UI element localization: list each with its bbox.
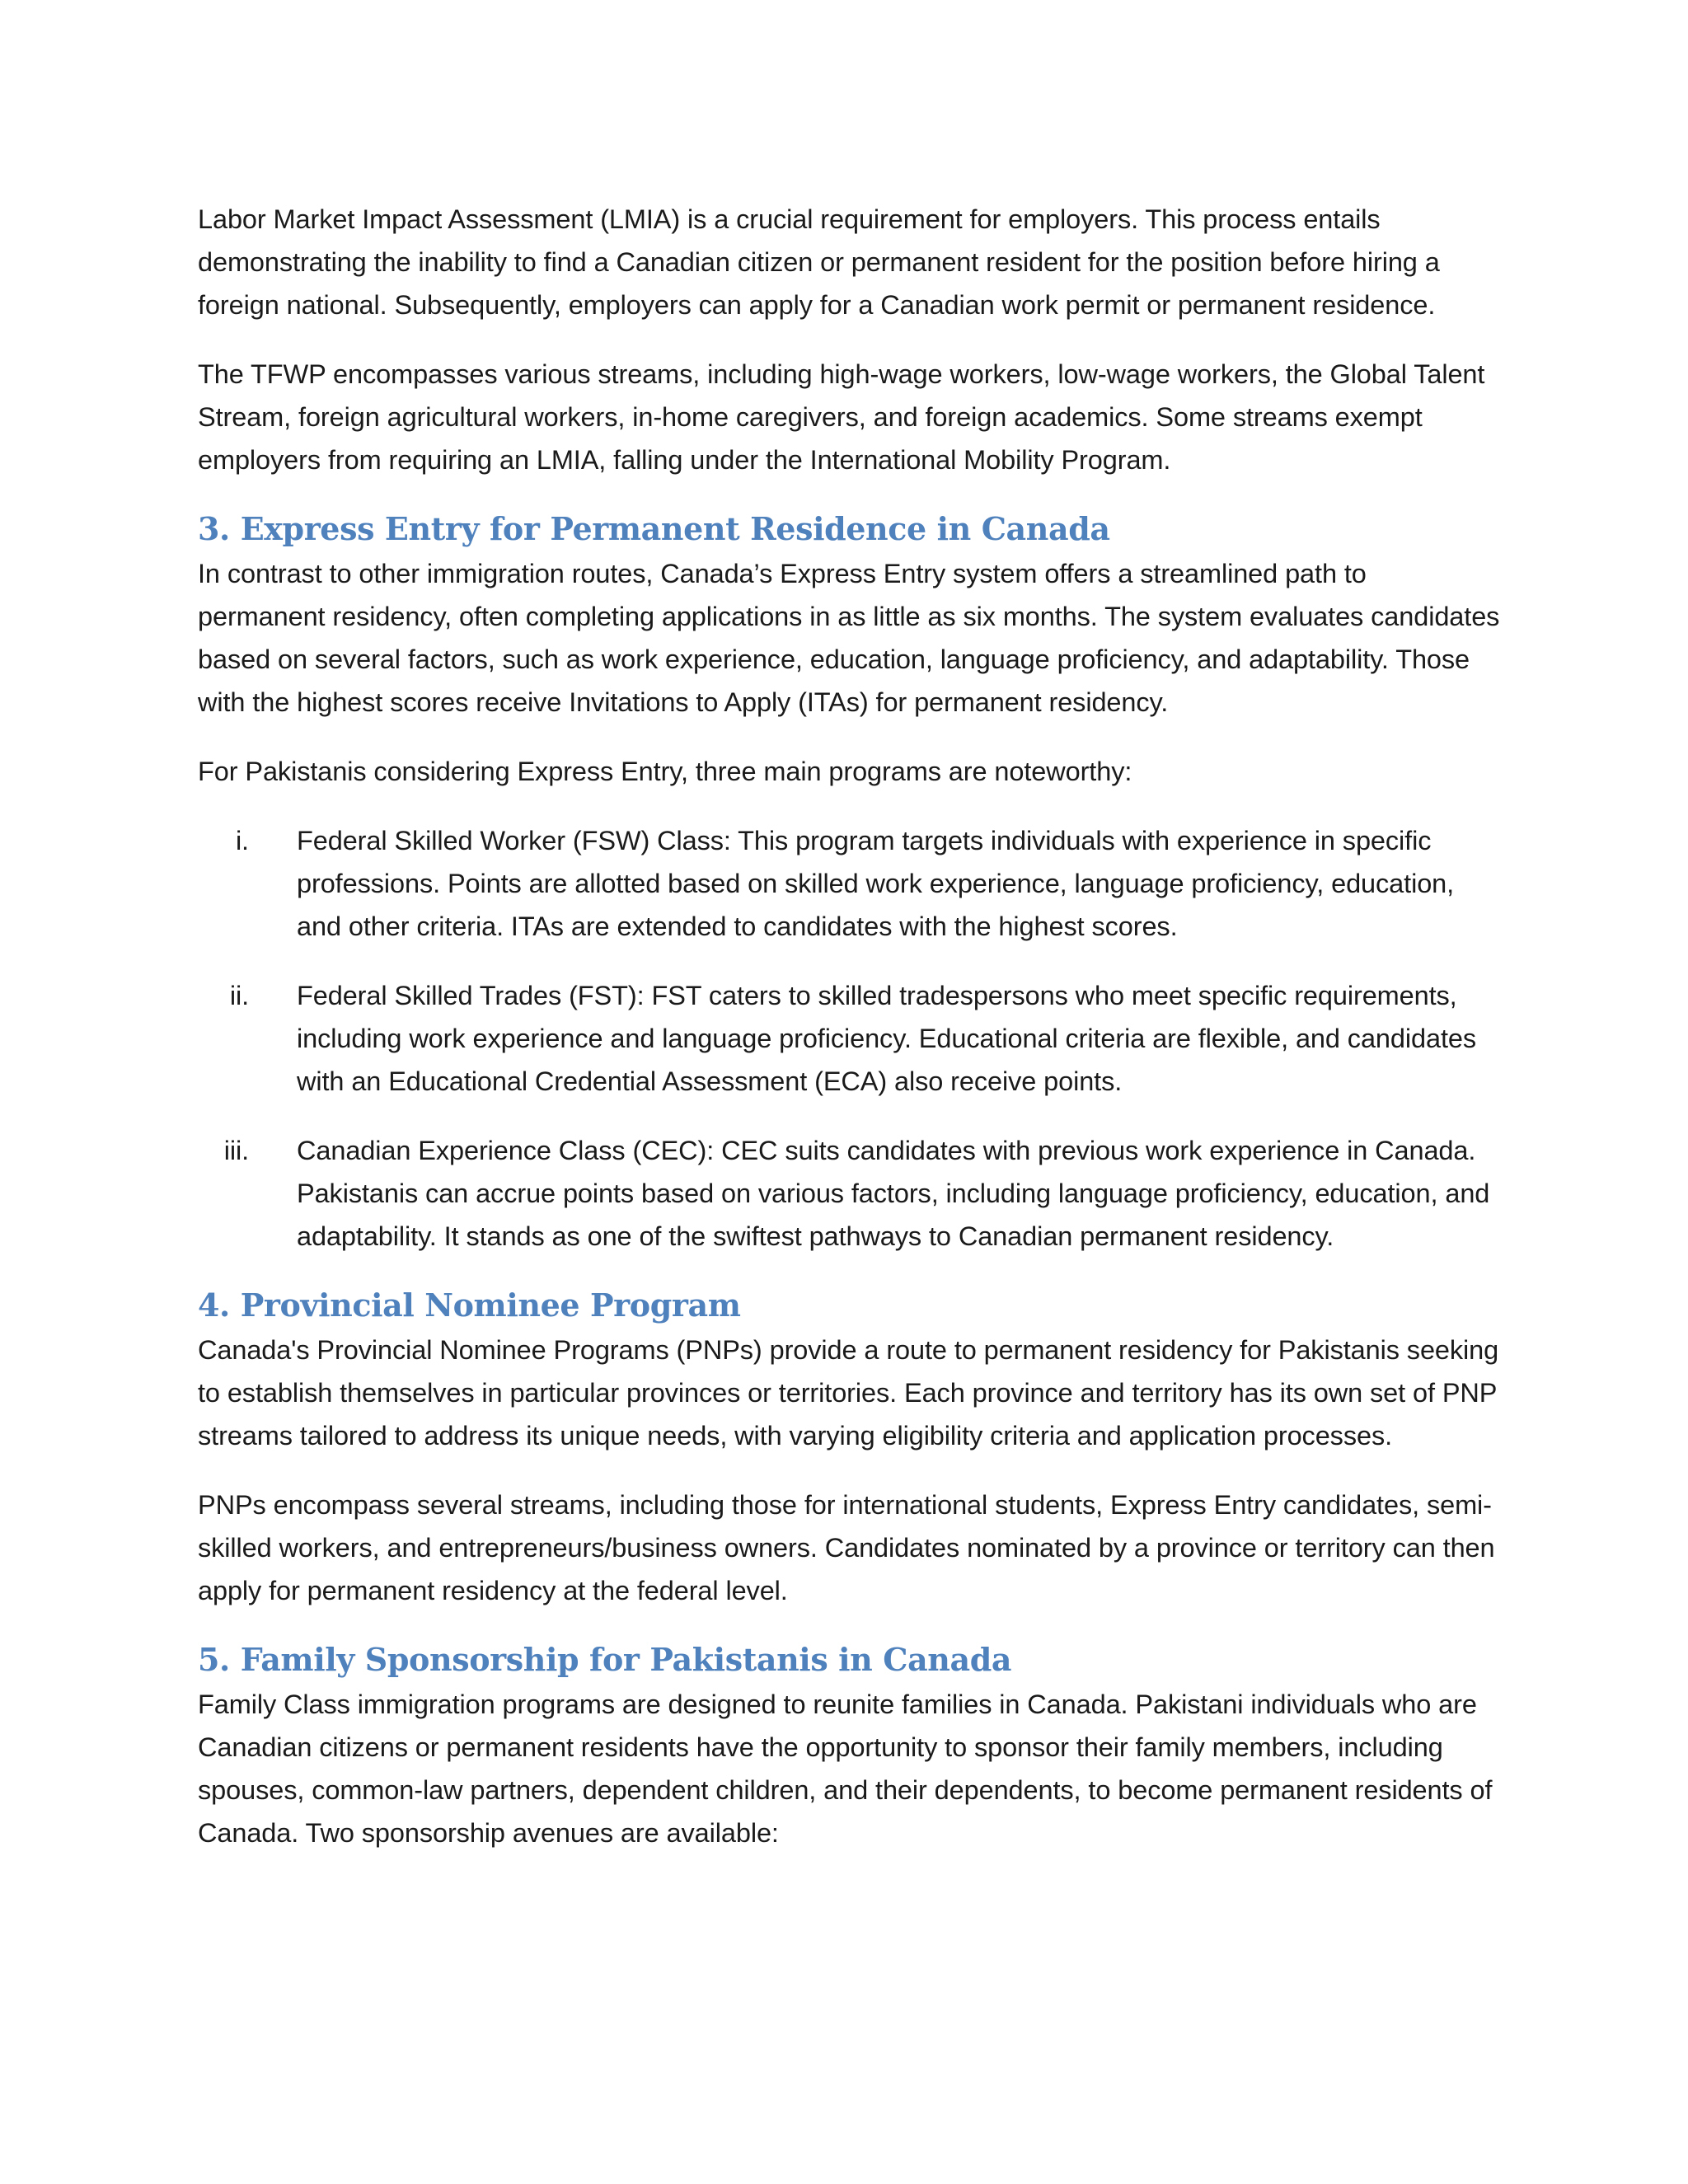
list-marker: i. bbox=[235, 826, 249, 855]
list-marker: ii. bbox=[229, 981, 249, 1010]
section-3-heading: 3. Express Entry for Permanent Residence in Canada bbox=[198, 510, 1110, 547]
section-3-paragraph-1: In contrast to other immigration routes, Canada’s Express Entry system offers a streamlined path to permanent residency, often completing applications in as little as six months. The system evaluates candidates based on several factors, such as work experience, education, language proficiency, and adaptability. Those with the highest scores receive Invitations to Apply (ITAs) for permanent residency. bbox=[198, 559, 1500, 717]
list-item-text: Federal Skilled Worker (FSW) Class: This program targets individuals with experience in specific professions. Points are allotted based on skilled work experience, language proficiency, education, and other criteria. ITAs are extended to candidates with the highest scores. bbox=[297, 826, 1455, 941]
list-item bbox=[198, 974, 1500, 1103]
list-item bbox=[198, 819, 1500, 948]
list-item-text: Canadian Experience Class (CEC): CEC suits candidates with previous work experience in Canada. Pakistanis can accrue points based on various factors, including language proficiency, education, and adaptability. It stands as one of the swiftest pathways to Canadian permanent residency. bbox=[297, 1136, 1490, 1251]
list-marker: iii. bbox=[223, 1136, 249, 1165]
section-3-paragraph-2: For Pakistanis considering Express Entry, three main programs are noteworthy: bbox=[198, 757, 1132, 786]
list-item bbox=[198, 1129, 1500, 1258]
section-5-paragraph-1: Family Class immigration programs are designed to reunite families in Canada. Pakistani individuals who are Canadian citizens or permanent residents have the opportunity to sponsor their family members, including spouses, common-law partners, dependent children, and their dependents, to become permanent residents of Canada. Two sponsorship avenues are available: bbox=[198, 1690, 1493, 1848]
section-5-heading: 5. Family Sponsorship for Pakistanis in Canada bbox=[198, 1641, 1012, 1678]
express-entry-program-list bbox=[198, 819, 1500, 1258]
section-4-paragraph-2: PNPs encompass several streams, including those for international students, Express Entry candidates, semi-skilled workers, and entrepreneurs/business owners. Candidates nominated by a province or territory can then apply for permanent residency at the federal level. bbox=[198, 1490, 1495, 1605]
section-4-heading: 4. Provincial Nominee Program bbox=[198, 1286, 741, 1324]
intro-paragraph-tfwp: The TFWP encompasses various streams, including high-wage workers, low-wage workers, the Global Talent Stream, foreign agricultural workers, in-home caregivers, and foreign academics. Some streams exempt employers from requiring an LMIA, falling under the International Mobility Program. bbox=[198, 359, 1485, 475]
list-item-text: Federal Skilled Trades (FST): FST caters to skilled tradespersons who meet specific requirements, including work experience and language proficiency. Educational criteria are flexible, and candidates with an Educational Credential Assessment (ECA) also receive points. bbox=[297, 981, 1477, 1096]
intro-paragraph-lmia: Labor Market Impact Assessment (LMIA) is a crucial requirement for employers. This process entails demonstrating the inability to find a Canadian citizen or permanent resident for the position before hiring a foreign national. Subsequently, employers can apply for a Canadian work permit or permanent residence. bbox=[198, 204, 1440, 320]
document-page bbox=[198, 198, 1500, 1881]
section-4-paragraph-1: Canada's Provincial Nominee Programs (PNPs) provide a route to permanent residency for Pakistanis seeking to establish themselves in particular provinces or territories. Each province and territory has its own set of PNP streams tailored to address its unique needs, with varying eligibility criteria and application processes. bbox=[198, 1335, 1499, 1451]
